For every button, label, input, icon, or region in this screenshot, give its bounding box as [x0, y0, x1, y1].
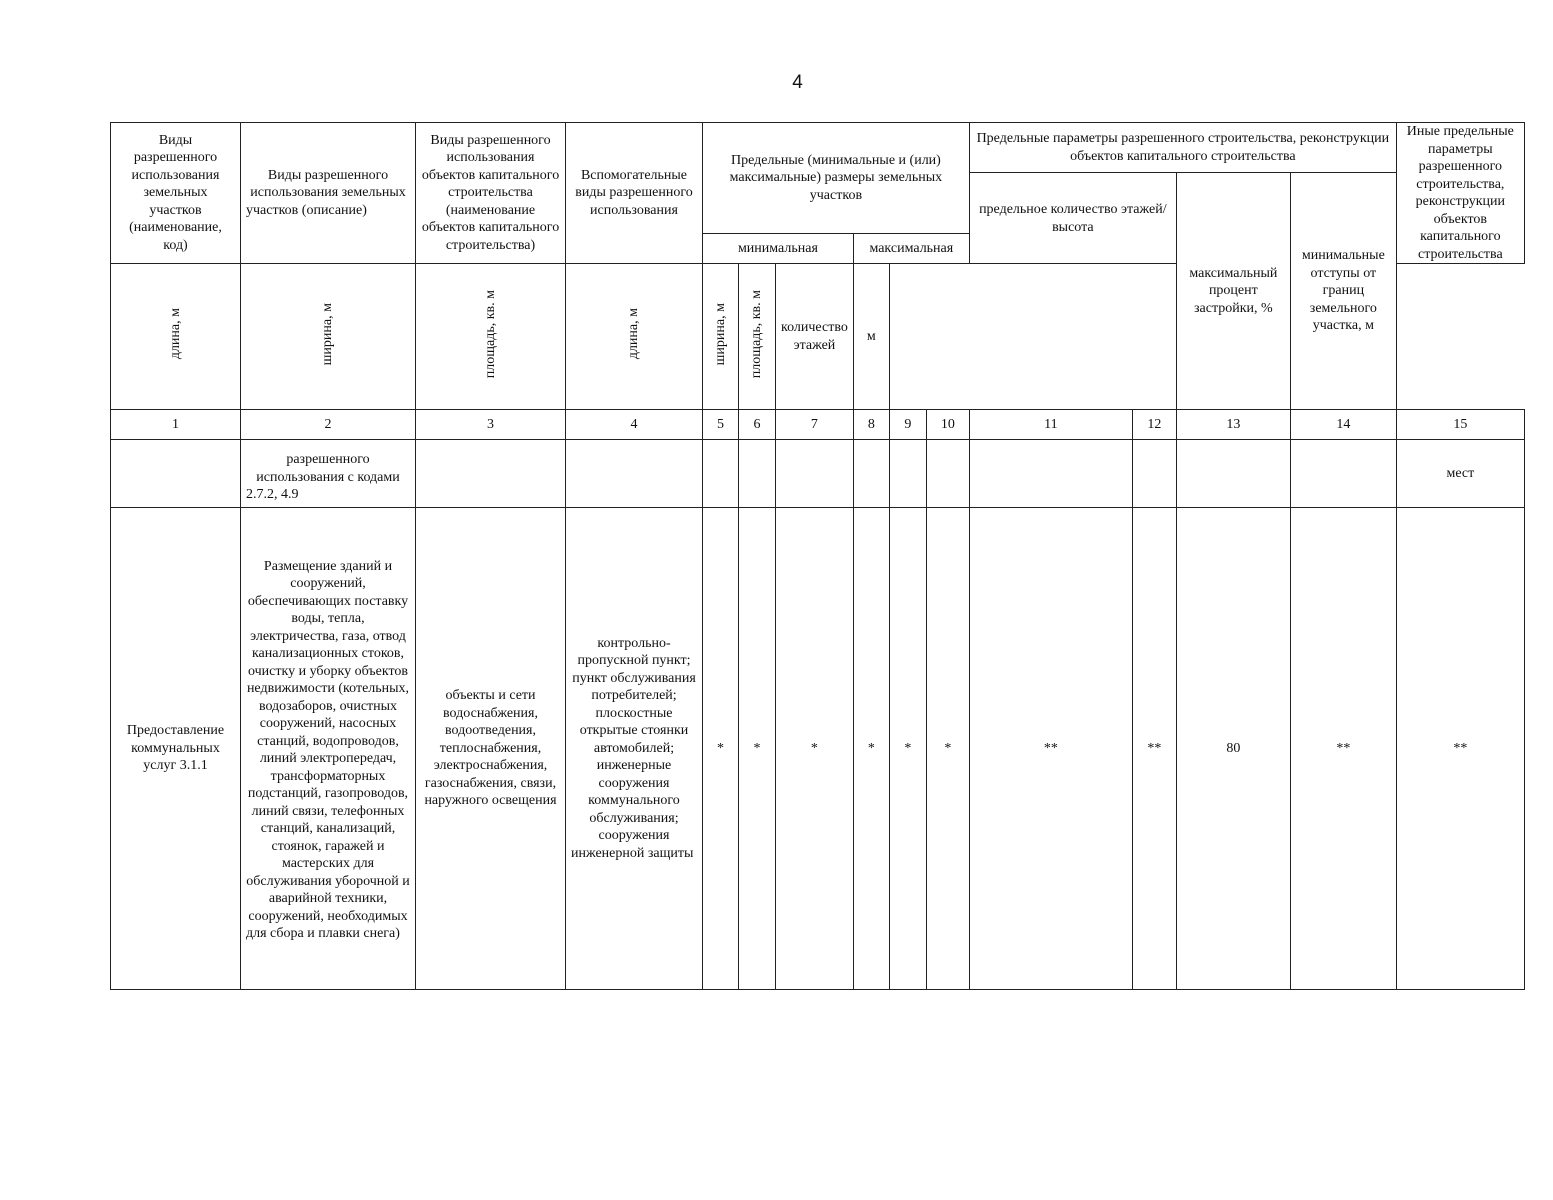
header-meters: м	[853, 264, 889, 410]
land-use-description: разрешенного использования с кодами 2.7.2, 4.9	[241, 440, 416, 508]
header-max-width: ширина, м	[703, 264, 739, 410]
column-number: 2	[241, 410, 416, 440]
max-area-value	[926, 440, 969, 508]
column-number: 5	[703, 410, 739, 440]
column-number: 11	[969, 410, 1132, 440]
header-min-length: длина, м	[111, 264, 241, 410]
min-length-value: *	[703, 508, 739, 990]
land-use-name	[111, 440, 241, 508]
column-number: 13	[1176, 410, 1290, 440]
min-area-value: *	[776, 508, 854, 990]
header-auxiliary-use: Вспомогательные виды разрешенного использования	[566, 123, 703, 264]
max-length-value: *	[853, 508, 889, 990]
column-number: 12	[1132, 410, 1176, 440]
header-max-length: длина, м	[566, 264, 703, 410]
header-land-use-description: Виды разрешенного использования земельных участков (описание)	[241, 123, 416, 264]
setbacks-value	[1290, 440, 1396, 508]
column-number: 9	[889, 410, 926, 440]
column-number: 6	[739, 410, 776, 440]
header-capital-construction-use: Виды разрешенного использования объектов капитального строительства (наименование объектов капитального строительства)	[416, 123, 566, 264]
max-width-value: *	[889, 508, 926, 990]
header-max-percent: максимальный процент застройки, %	[1176, 173, 1290, 410]
table-row	[111, 508, 1525, 990]
land-use-name: Предоставление коммунальных услуг 3.1.1	[111, 508, 241, 990]
column-number: 8	[853, 410, 889, 440]
header-maximal: максимальная	[853, 234, 969, 264]
column-numbers-row	[111, 410, 1525, 440]
column-number: 10	[926, 410, 969, 440]
column-number: 7	[776, 410, 854, 440]
header-min-area: площадь, кв. м	[416, 264, 566, 410]
height-value: **	[1132, 508, 1176, 990]
max-width-value	[889, 440, 926, 508]
header-floors-count: количество этажей	[776, 264, 854, 410]
max-length-value	[853, 440, 889, 508]
max-percent-value	[1176, 440, 1290, 508]
other-params-value: мест	[1396, 440, 1524, 508]
header-floors-height: предельное количество этажей/высота	[969, 173, 1176, 264]
column-number: 14	[1290, 410, 1396, 440]
max-percent-value: 80	[1176, 508, 1290, 990]
capital-construction-use	[416, 440, 566, 508]
header-build-params: Предельные параметры разрешенного строительства, реконструкции объектов капитального строительства	[969, 123, 1396, 173]
header-minimal: минимальная	[703, 234, 854, 264]
column-number: 1	[111, 410, 241, 440]
capital-construction-use: объекты и сети водоснабжения, водоотведения, теплоснабжения, электроснабжения, газоснабжения, связи, наружного освещения	[416, 508, 566, 990]
header-land-use-type: Виды разрешенного использования земельных участков (наименование, код)	[111, 123, 241, 264]
header-min-setbacks: минимальные отступы от границ земельного участка, м	[1290, 173, 1396, 410]
table-row	[111, 440, 1525, 508]
column-number: 3	[416, 410, 566, 440]
land-use-description: Размещение зданий и сооружений, обеспечивающих поставку воды, тепла, электричества, газа, отвод канализационных стоков, очистку и уборку объектов недвижимости (котельных, водозаборов, очистных сооружений, насосных станций, водопроводов, линий электропередач, трансформаторных подстанций, газопроводов, линий связи, телефонных станций, канализаций, стоянок, гаражей и мастерских для обслуживания уборочной и аварийной техники, сооружений, необходимых для сбора и плавки снега)	[241, 508, 416, 990]
header-plot-sizes: Предельные (минимальные и (или) максимальные) размеры земельных участков	[703, 123, 970, 234]
header-max-area: площадь, кв. м	[739, 264, 776, 410]
min-length-value	[703, 440, 739, 508]
header-min-width: ширина, м	[241, 264, 416, 410]
other-params-value: **	[1396, 508, 1524, 990]
min-width-value: *	[739, 508, 776, 990]
page-number: 4	[792, 72, 803, 93]
header-other-params: Иные предельные параметры разрешенного строительства, реконструкции объектов капитального строительства	[1396, 123, 1524, 264]
min-width-value	[739, 440, 776, 508]
zoning-parameters-table	[110, 122, 1525, 990]
max-area-value: *	[926, 508, 969, 990]
height-value	[1132, 440, 1176, 508]
auxiliary-use	[566, 440, 703, 508]
floors-value: **	[969, 508, 1132, 990]
min-area-value	[776, 440, 854, 508]
setbacks-value: **	[1290, 508, 1396, 990]
floors-value	[969, 440, 1132, 508]
column-number: 15	[1396, 410, 1524, 440]
column-number: 4	[566, 410, 703, 440]
auxiliary-use: контрольно-пропускной пункт; пункт обслуживания потребителей; плоскостные открытые стоянки автомобилей; инженерные сооружения коммунального обслуживания; сооружения инженерной защиты	[566, 508, 703, 990]
